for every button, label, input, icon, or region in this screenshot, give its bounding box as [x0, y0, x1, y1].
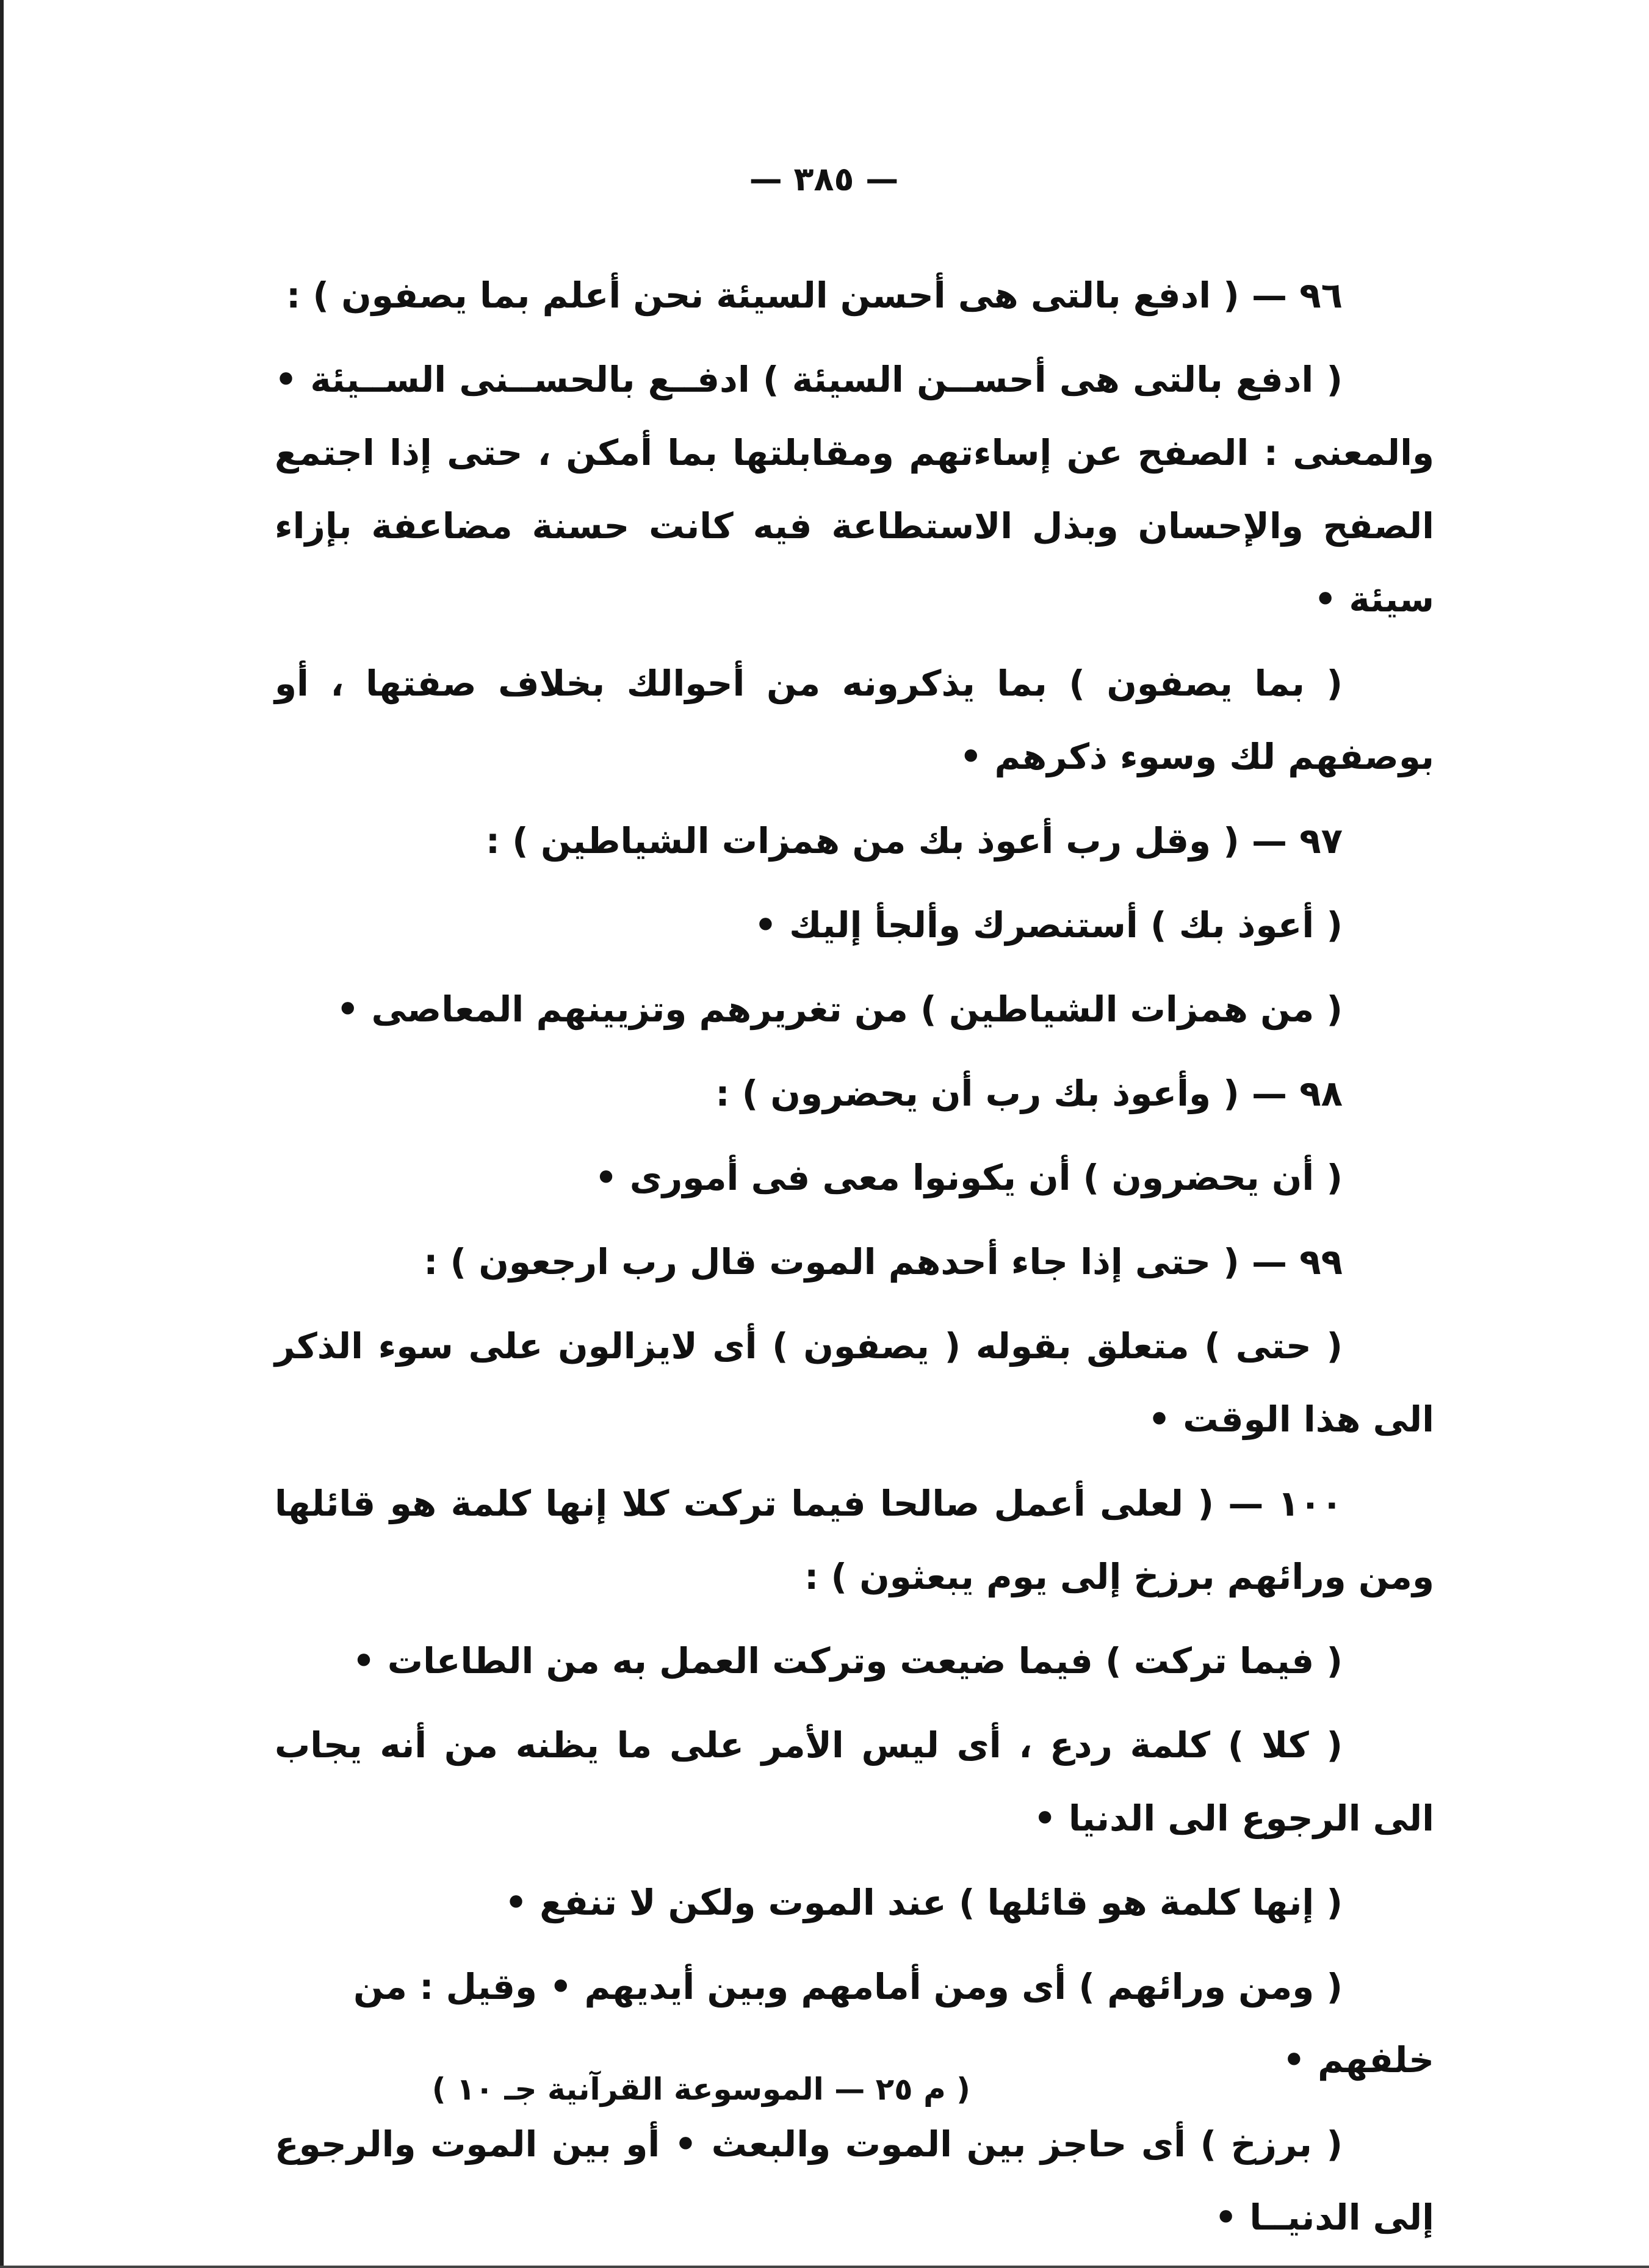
verse-99-heading: ٩٩ — ( حتى إذا جاء أحدهم الموت قال رب ارجعون ) : [424, 1241, 1343, 1283]
verse-97-heading: ٩٧ — ( وقل رب أعوذ بك من همزات الشياطين ) : [485, 820, 1343, 862]
page-left-edge [0, 0, 4, 2268]
verse-100-commentary-5: ( برزخ ) أى حاجز بين الموت والبعث • أو بين الموت والرجوع إلى الدنيــا • [275, 2123, 1434, 2238]
verse-96-commentary-1: ( ادفع بالتى هى أحســن السيئة ) ادفــع بالحســنى الســيئة • والمعنى : الصفح عن إساءتهم ومقابلتها بما أمكن ، حتى إذا اجتمع الصفح والإحسان وبذل الاستطاعة فيه كانت حسنة مضاعفة بإزاء سيئة • [275, 359, 1434, 620]
page-number: — ٣٨٥ — [749, 160, 899, 198]
verse-100-commentary-2: ( كلا ) كلمة ردع ، أى ليس الأمر على ما يظنه من أنه يجاب الى الرجوع الى الدنيا • [275, 1724, 1434, 1839]
verse-97-commentary-2: ( من همزات الشياطين ) من تغريرهم وتزيينهم المعاصى • [336, 988, 1343, 1030]
verse-100-commentary-4: ( ومن ورائهم ) أى ومن أمامهم وبين أيديهم • وقيل : من خلفهم • [353, 1966, 1434, 2081]
page-bottom-edge [0, 2266, 1649, 2268]
page-body [275, 256, 1434, 2265]
verse-100-commentary-3: ( إنها كلمة هو قائلها ) عند الموت ولكن لا تنفع • [505, 1882, 1343, 1923]
verse-98-heading: ٩٨ — ( وأعوذ بك رب أن يحضرون ) : [715, 1073, 1343, 1114]
verse-100-commentary-1: ( فيما تركت ) فيما ضيعت وتركت العمل به من الطاعات • [352, 1640, 1343, 1682]
verse-97-commentary-1: ( أعوذ بك ) أستنصرك وألجأ إليك • [754, 904, 1343, 946]
verse-98-commentary: ( أن يحضرون ) أن يكونوا معى فى أمورى • [594, 1157, 1343, 1198]
verse-96-heading: ٩٦ — ( ادفع بالتى هى أحسن السيئة نحن أعلم بما يصفون ) : [286, 275, 1343, 316]
verse-100-heading: ١٠٠ — ( لعلى أعمل صالحا فيما تركت كلا إنها كلمة هو قائلها ومن ورائهم برزخ إلى يوم يبعثون ) : [275, 1483, 1434, 1597]
verse-96-commentary-2: ( بما يصفون ) بما يذكرونه من أحوالك بخلاف صفتها ، أو بوصفهم لك وسوء ذكرهم • [275, 663, 1434, 777]
verse-99-commentary: ( حتى ) متعلق بقوله ( يصفون ) أى لايزالون على سوء الذكر الى هذا الوقت • [275, 1325, 1434, 1440]
page-footer-signature: ( م ٢٥ — الموسوعة القرآنية جـ ١٠ ) [431, 2072, 970, 2107]
